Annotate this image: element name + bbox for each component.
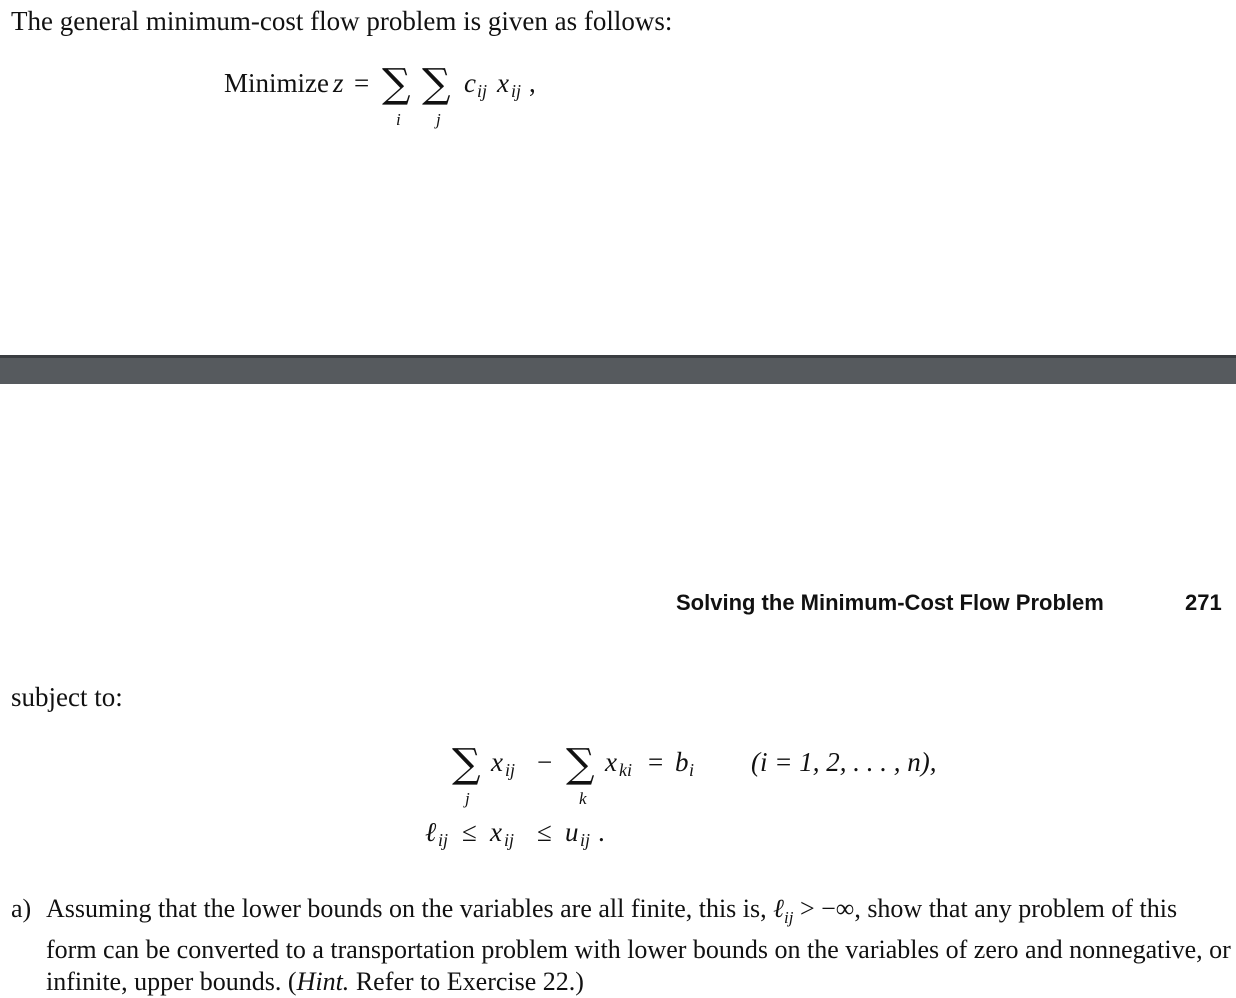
part-a-text-3: Refer to Exercise 22.)	[349, 967, 584, 997]
sum-index-j: j	[465, 789, 470, 808]
cost-subscript: ij	[477, 81, 488, 101]
bounds-period: .	[598, 817, 605, 847]
intro-text: The general minimum-cost flow problem is given as follows:	[11, 6, 673, 36]
subject-to-label: subject to:	[11, 682, 123, 712]
lower-bound-l: ℓ	[425, 817, 437, 847]
page-divider	[0, 355, 1236, 384]
objective-comma: ,	[529, 68, 536, 98]
part-a-label: a)	[11, 894, 32, 923]
sum-symbol-j: ∑	[452, 741, 481, 787]
page-number: 271	[1185, 590, 1222, 615]
leq-sign-1: ≤	[462, 817, 477, 847]
cost-c: c	[464, 68, 476, 98]
bound-x: x	[490, 817, 502, 847]
objective-z: z	[333, 68, 344, 98]
minus-sign: −	[537, 747, 553, 777]
page-header-title: Solving the Minimum-Cost Flow Problem	[676, 590, 1104, 615]
sum-index-i: i	[396, 110, 401, 129]
part-a-ell-subscript: ij	[783, 908, 794, 928]
outflow-subscript: ij	[505, 760, 516, 780]
bound-x-subscript: ij	[504, 830, 515, 850]
part-a-hint: Hint.	[296, 967, 350, 997]
outflow-x: x	[491, 747, 503, 777]
equals-sign: =	[648, 747, 664, 777]
upper-bound-subscript: ij	[580, 830, 591, 850]
supply-b: b	[675, 747, 689, 777]
part-a-text-2: , show that any problem of this form can be converted to a transportation problem with lower bounds on the variables of zero and nonnegative, or infinite, upper bounds. (	[46, 894, 1231, 997]
index-range: (i = 1, 2, . . . , n),	[751, 747, 937, 777]
sum-symbol-k: ∑	[566, 741, 595, 787]
upper-bound-u: u	[565, 817, 579, 847]
sum-index-k: k	[579, 789, 587, 808]
flow-subscript: ij	[511, 81, 522, 101]
inflow-subscript: ki	[619, 760, 632, 780]
part-a-gt-neg-infinity: > −∞	[793, 894, 855, 923]
part-a-body	[46, 893, 1231, 998]
objective-equals: =	[354, 68, 370, 98]
sum-symbol-i: ∑	[382, 61, 411, 107]
part-a-ell: ℓ	[773, 894, 784, 923]
flow-x: x	[497, 68, 509, 98]
minimize-label: Minimize	[224, 68, 329, 98]
lower-bound-subscript: ij	[438, 830, 449, 850]
leq-sign-2: ≤	[537, 817, 552, 847]
inflow-x: x	[605, 747, 617, 777]
part-a-paragraph	[11, 893, 1231, 998]
sum-symbol-j: ∑	[422, 61, 451, 107]
supply-subscript: i	[689, 760, 695, 780]
sum-index-j: j	[436, 110, 441, 129]
part-a-text-1: Assuming that the lower bounds on the variables are all finite, this is,	[46, 894, 774, 923]
